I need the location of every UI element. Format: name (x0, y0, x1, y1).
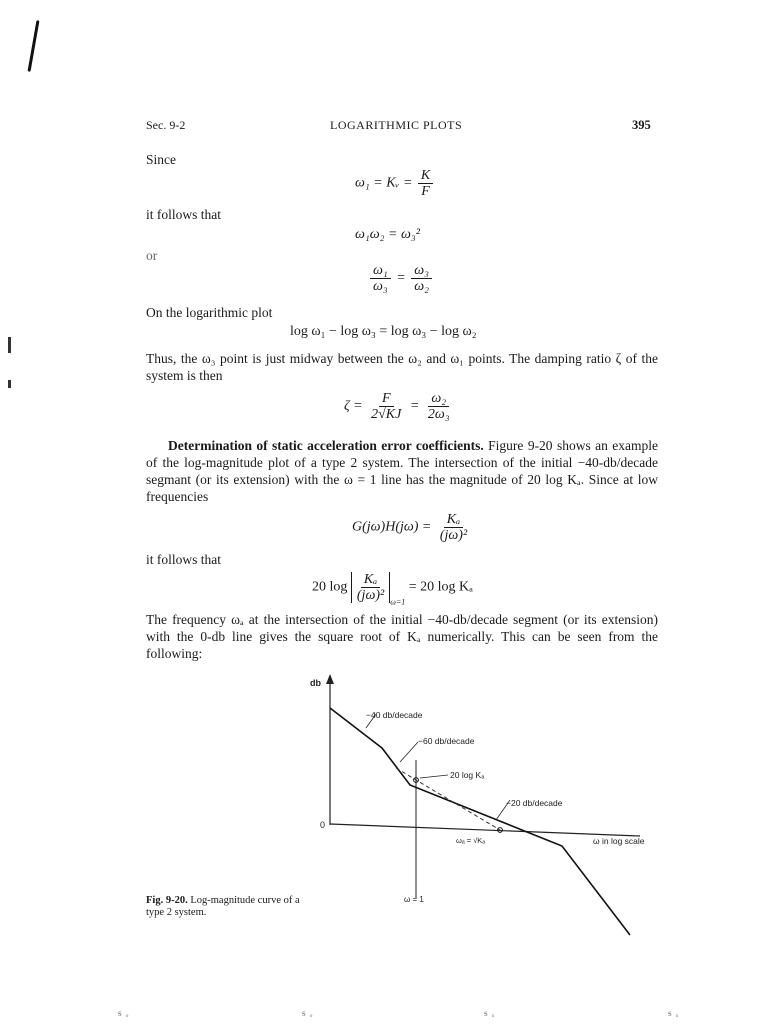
margin-mark (8, 337, 11, 353)
eq6-num: Kₐ (444, 512, 463, 528)
x-axis-label: ω in log scale (593, 836, 645, 846)
log-magnitude-figure (300, 670, 670, 940)
eq1-lhs: ω₁ = Kᵥ = (355, 175, 413, 191)
eq7-den: (jω)² (356, 588, 385, 603)
on-log-plot-text: On the logarithmic plot (146, 305, 273, 320)
db-axis-arrow-icon (326, 674, 334, 684)
frequency-paragraph: The frequency ωₐ at the intersection of the initial −40-db/decade segment (or its extension) with the 0-db line gives the square root of Kₐ numerically. This can be seen from the following: (146, 612, 658, 661)
eq7-rhs: = 20 log Kₐ (408, 579, 473, 595)
paragraph-body: Figure 9-20 shows an example of the log-magnitude plot of a type 2 system. The intersection of the initial −40-db/decade segmant (or its extension) with the ω = 1 line has the magnitude of 20 log Kₐ. Since at low frequencies (146, 438, 658, 504)
eq7-subscript: ω=1 (390, 597, 406, 607)
eq1-num: K (418, 168, 433, 184)
equation-7 (312, 572, 473, 607)
running-title: LOGARITHMIC PLOTS (330, 118, 463, 132)
y-axis-label: db (310, 678, 321, 688)
footer-mark: ᵴ ₒ (484, 1008, 496, 1018)
zero-db-axis (330, 824, 640, 836)
page-number: 395 (632, 118, 651, 132)
minus20-label: −20 db/decade (506, 798, 563, 808)
equation-4: log ω₁ − log ω₃ = log ω₃ − log ω₂ (290, 324, 477, 339)
figure-caption (146, 895, 306, 919)
determination-paragraph (146, 437, 658, 505)
margin-mark (8, 380, 11, 388)
equation-5 (344, 391, 455, 422)
it-follows-text: it follows that (146, 207, 221, 222)
20logka-leader (420, 775, 448, 778)
eq3-den2: ω₂ (414, 279, 429, 294)
eq5-num1: F (379, 391, 394, 407)
minus40-extension (396, 768, 500, 830)
eq3-num2: ω₃ (411, 263, 432, 279)
eq5-den1: 2√KJ (371, 407, 402, 422)
eq5-lhs: ζ = (344, 398, 363, 414)
equation-2: ω₁ω₂ = ω₃² (355, 227, 420, 242)
equation-3 (368, 263, 434, 294)
equation-1 (355, 168, 435, 199)
footer-mark: ᵴ ₒ (302, 1008, 314, 1018)
minus60-leader (400, 742, 418, 762)
thus-paragraph: Thus, the ω₃ point is just midway between the ω₂ and ω₁ points. The damping ratio ζ of the system is then (146, 351, 658, 383)
caption-label: Fig. 9-20. (146, 895, 188, 906)
omega-one-label: ω = 1 (404, 895, 424, 904)
eq6-den: (jω)² (439, 528, 468, 543)
minus60-label: −60 db/decade (418, 736, 475, 746)
minus40-label: −40 db/decade (366, 710, 423, 720)
section-label: Sec. 9-2 (146, 118, 186, 132)
eq3-den1: ω₃ (373, 279, 388, 294)
magnitude-curve (330, 708, 630, 935)
or-text: or (146, 248, 158, 263)
eq7-num: Kₐ (361, 572, 380, 588)
eq7-lhs: 20 log (312, 579, 348, 595)
omega-a-label: ωₐ = √Kₐ (456, 836, 486, 845)
eq1-den: F (421, 184, 430, 199)
eq5-den2: 2ω₃ (427, 407, 450, 422)
equation-6 (352, 512, 472, 543)
since-text: Since (146, 152, 176, 167)
eq5-num2: ω₂ (428, 391, 449, 407)
caption-text: Log-magnitude curve of a type 2 system. (146, 895, 300, 918)
pen-mark (28, 20, 40, 72)
footer-mark: ᵴ ₒ (118, 1008, 130, 1018)
eq6-lhs: G(jω)H(jω) = (352, 519, 432, 535)
eq5-equals: = (409, 398, 420, 414)
20logka-label: 20 log Kₐ (450, 770, 485, 780)
eq3-num1: ω₁ (370, 263, 391, 279)
zero-label: 0 (320, 820, 326, 830)
footer-mark: ᵴ ₒ (668, 1008, 680, 1018)
it-follows-text-2: it follows that (146, 552, 221, 567)
eq3-equals: = (396, 270, 406, 286)
section-heading: Determination of static acceleration error coefficients. (168, 438, 484, 453)
